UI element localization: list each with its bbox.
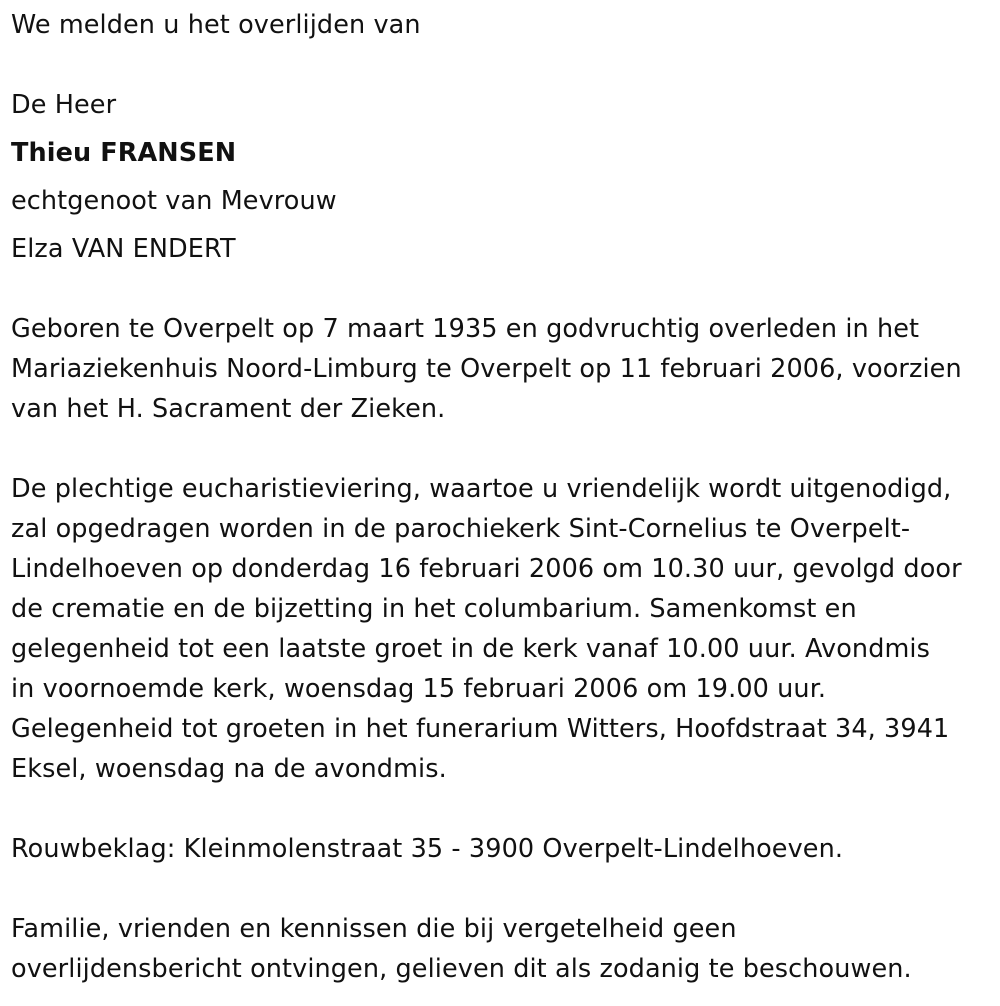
service-line: Lindelhoeven op donderdag 16 februari 2006 om 10.30 uur, gevolgd door: [11, 554, 962, 584]
intro-text: We melden u het overlijden van: [11, 10, 421, 40]
condolence-address: Rouwbeklag: Kleinmolenstraat 35 - 3900 Overpelt-Lindelhoeven.: [11, 834, 844, 864]
birth-line: van het H. Sacrament der Zieken.: [11, 394, 446, 424]
honorific: De Heer: [11, 90, 117, 120]
service-line: Gelegenheid tot groeten in het funerarium Witters, Hoofdstraat 34, 3941: [11, 714, 950, 744]
deceased-name: Thieu FRANSEN: [11, 138, 237, 168]
service-line: zal opgedragen worden in de parochiekerk Sint-Cornelius te Overpelt-: [11, 514, 911, 544]
service-line: in voornoemde kerk, woensdag 15 februari 2006 om 19.00 uur.: [11, 674, 827, 704]
service-paragraph: [11, 469, 962, 789]
spouse-label: echtgenoot van Mevrouw: [11, 186, 337, 216]
service-line: de crematie en de bijzetting in het columbarium. Samenkomst en: [11, 594, 857, 624]
spouse-name: Elza VAN ENDERT: [11, 234, 236, 264]
birth-paragraph: [11, 309, 962, 429]
closing-line: Familie, vrienden en kennissen die bij vergetelheid geen: [11, 914, 737, 944]
closing-line: overlijdensbericht ontvingen, gelieven dit als zodanig te beschouwen.: [11, 954, 912, 984]
service-line: gelegenheid tot een laatste groet in de kerk vanaf 10.00 uur. Avondmis: [11, 634, 930, 664]
birth-line: Mariaziekenhuis Noord-Limburg te Overpelt op 11 februari 2006, voorzien: [11, 354, 962, 384]
service-line: De plechtige eucharistieviering, waartoe u vriendelijk wordt uitgenodigd,: [11, 474, 952, 504]
birth-line: Geboren te Overpelt op 7 maart 1935 en godvruchtig overleden in het: [11, 314, 920, 344]
closing-paragraph: [11, 909, 912, 989]
service-line: Eksel, woensdag na de avondmis.: [11, 754, 447, 784]
